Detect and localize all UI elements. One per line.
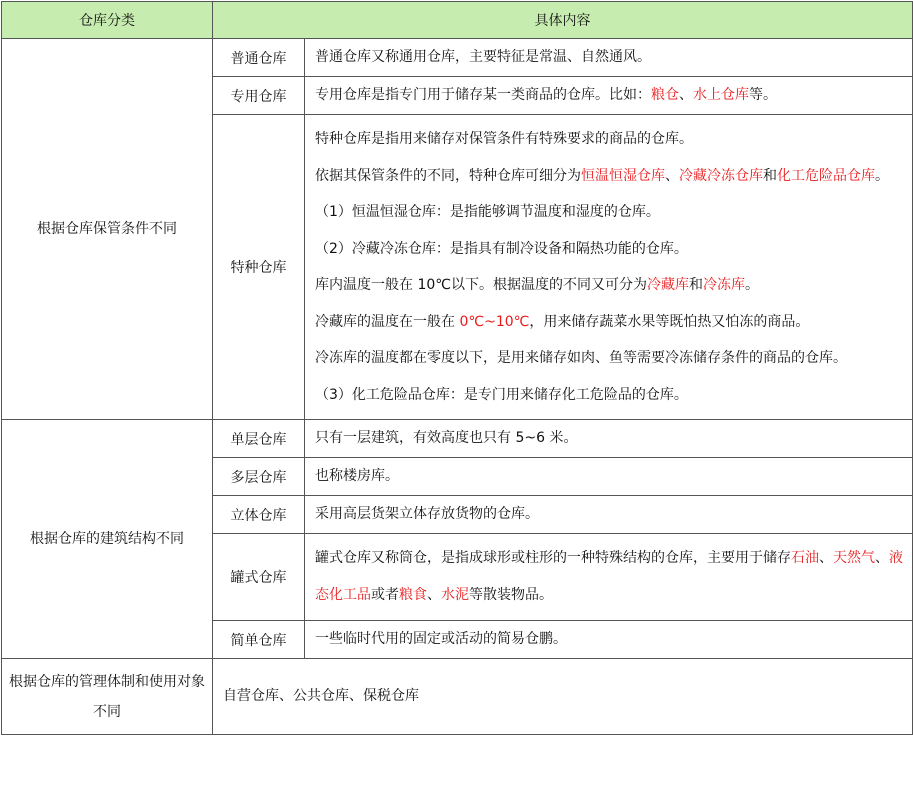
highlight-text: 石油 [791, 550, 819, 566]
paragraph: （2）冷藏冷冻仓库：是指具有制冷设备和隔热功能的仓库。 [315, 240, 688, 257]
paragraph: 冷藏库的温度在一般在 0℃~10℃，用来储存蔬菜水果等既怕热又怕冻的商品。 [315, 313, 810, 330]
highlight-text: 冷冻库 [703, 277, 745, 293]
header-row [2, 2, 913, 39]
subtype-cell: 多层仓库 [213, 458, 305, 496]
highlight-text: 液态化工品 [315, 550, 903, 603]
paragraph: 依据其保管条件的不同，特种仓库可细分为恒温恒湿仓库、冷藏冷冻仓库和化工危险品仓库。 [315, 167, 889, 184]
highlight-text: 水上仓库 [693, 87, 749, 103]
subtype-cell: 特种仓库 [213, 115, 305, 420]
description-cell [305, 115, 913, 420]
highlight-text: 恒温恒湿仓库 [581, 167, 665, 184]
header-category: 仓库分类 [2, 2, 213, 39]
paragraph: （3）化工危险品仓库：是专门用来储存化工危险品的仓库。 [315, 386, 688, 403]
category-cell: 根据仓库的建筑结构不同 [2, 420, 213, 659]
highlight-text: 粮仓 [651, 87, 679, 103]
table-row [2, 39, 913, 77]
category-cell: 根据仓库的管理体制和使用对象不同 [2, 659, 213, 735]
description-cell: 专用仓库是指专门用于储存某一类商品的仓库。比如：粮仓、水上仓库等。 [305, 77, 913, 115]
highlight-text: 天然气 [833, 550, 875, 566]
highlight-text: 化工危险品仓库 [777, 167, 875, 184]
subtype-cell: 简单仓库 [213, 621, 305, 659]
subtype-cell: 单层仓库 [213, 420, 305, 458]
category-cell: 根据仓库保管条件不同 [2, 39, 213, 420]
description-cell: 自营仓库、公共仓库、保税仓库 [213, 659, 913, 735]
subtype-cell: 罐式仓库 [213, 534, 305, 621]
highlight-text: 冷藏冷冻仓库 [679, 167, 763, 184]
subtype-cell: 立体仓库 [213, 496, 305, 534]
description-cell: 只有一层建筑，有效高度也只有 5~6 米。 [305, 420, 913, 458]
header-content: 具体内容 [213, 2, 913, 39]
paragraph: 特种仓库是指用来储存对保管条件有特殊要求的商品的仓库。 [315, 131, 693, 147]
highlight-text: 水泥 [441, 587, 469, 603]
description-cell: 也称楼房库。 [305, 458, 913, 496]
subtype-cell: 专用仓库 [213, 77, 305, 115]
highlight-text: 冷藏库 [647, 277, 689, 293]
table-row [2, 420, 913, 458]
description-cell: 一些临时代用的固定或活动的简易仓鹏。 [305, 621, 913, 659]
paragraph: 冷冻库的温度都在零度以下，是用来储存如肉、鱼等需要冷冻储存条件的商品的仓库。 [315, 350, 847, 366]
warehouse-classification-table [1, 1, 913, 735]
description-cell: 普通仓库又称通用仓库，主要特征是常温、自然通风。 [305, 39, 913, 77]
highlight-text: 粮食 [399, 587, 427, 603]
paragraph: （1）恒温恒湿仓库：是指能够调节温度和湿度的仓库。 [315, 204, 660, 220]
highlight-text: 0℃~10℃ [459, 313, 530, 330]
description-cell: 采用高层货架立体存放货物的仓库。 [305, 496, 913, 534]
table-row [2, 659, 913, 735]
paragraph: 库内温度一般在 10℃以下。根据温度的不同又可分为冷藏库和冷冻库。 [315, 277, 759, 293]
subtype-cell: 普通仓库 [213, 39, 305, 77]
description-cell: 罐式仓库又称筒仓，是指成球形或柱形的一种特殊结构的仓库，主要用于储存石油、天然气、液态化工品或者粮食、水泥等散装物品。 [305, 534, 913, 621]
